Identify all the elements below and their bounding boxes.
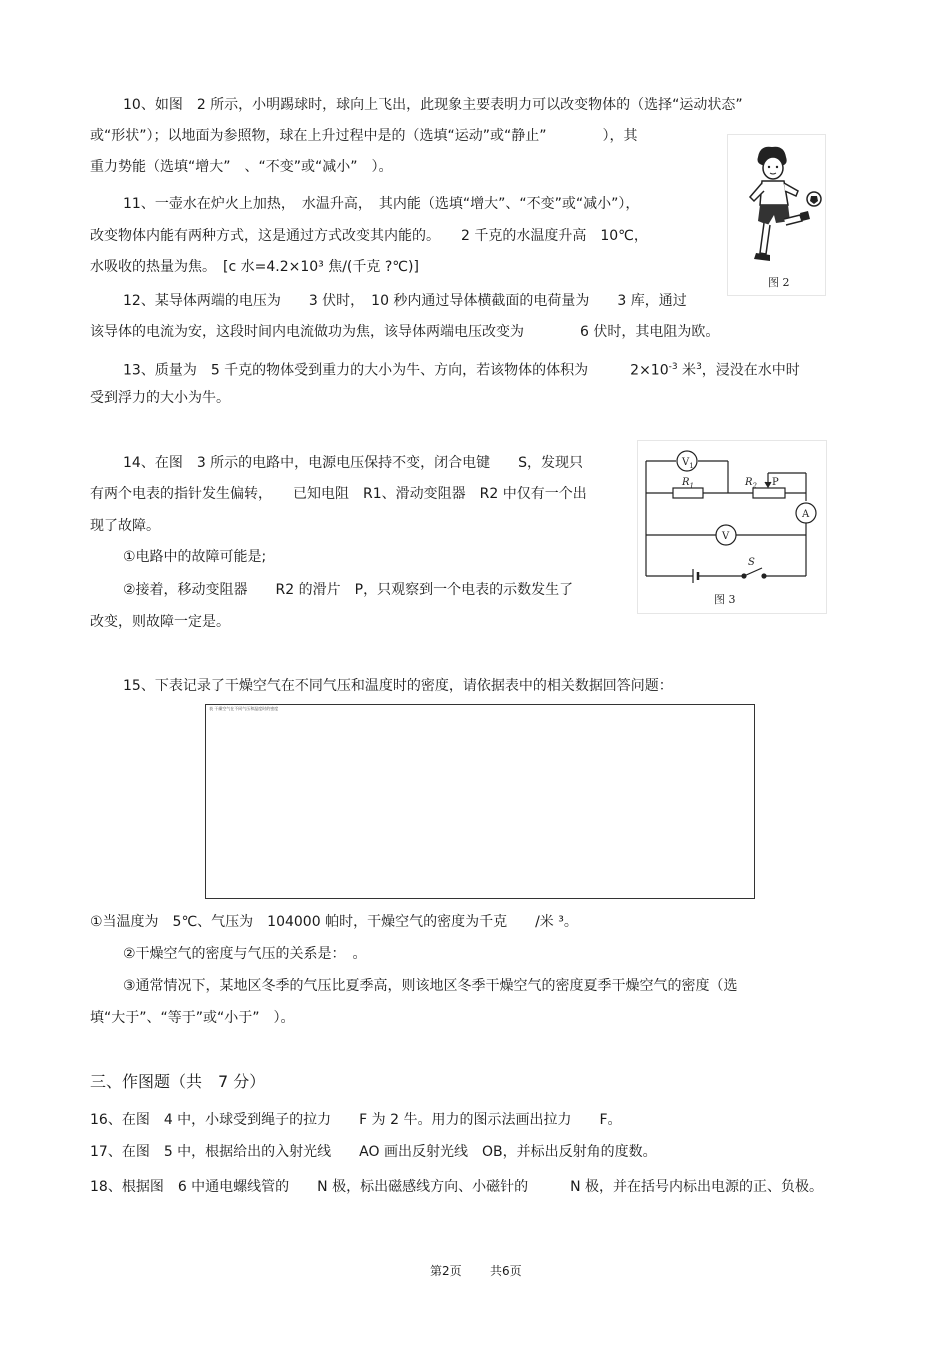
- q12-line2: 该导体的电流为安，这段时间内电流做功为焦，该导体两端电压改变为 6 伏时，其电阻为欧。: [90, 324, 720, 340]
- q15-answer2: ②干燥空气的密度与气压的关系是： 。: [123, 946, 367, 962]
- section-3-title: 三、作图题（共 7 分）: [90, 1072, 266, 1091]
- q15-intro: 15、下表记录了干燥空气在不同气压和温度时的密度，请依据表中的相关数据回答问题：: [123, 678, 673, 694]
- q11-line1: 11、一壶水在炉火上加热， 水温升高， 其内能（选填“增大”、“不变”或“减小”），: [123, 196, 640, 212]
- q14-line1: 14、在图 3 所示的电路中，电源电压保持不变，闭合电键 S，发现只: [123, 455, 584, 471]
- q13-exponent: -3: [668, 362, 678, 372]
- q12-line1: 12、某导体两端的电压为 3 伏时， 10 秒内通过导体横截面的电荷量为 3 库，通过: [123, 293, 687, 309]
- q13-line1-tail: ，浸没在水中时: [701, 362, 800, 379]
- label-r1-sub: 1: [689, 482, 694, 490]
- q14-sub3: 改变，则故障一定是。: [90, 614, 230, 630]
- resistor-r1-icon: [673, 488, 703, 498]
- rheostat-r2-icon: [753, 488, 785, 498]
- q11-line3: 水吸收的热量为焦。 [c 水=4.2×10³ 焦/(千克 ?℃)]: [90, 259, 419, 275]
- figure-3: [637, 440, 827, 614]
- q13-unit: 米: [677, 362, 697, 379]
- data-table: [205, 704, 755, 899]
- circuit-diagram: [638, 441, 826, 613]
- q10-line3: 重力势能（选填“增大” 、“不变”或“减小” ）。: [90, 159, 393, 175]
- q10-line2: 或“形状”）；以地面为参照物，球在上升过程中是的（选填“运动”或“静止” ），其: [90, 128, 638, 144]
- figure-3-caption: 图 3: [714, 593, 736, 606]
- q13-unit-exponent: 3: [696, 362, 702, 372]
- q14-sub2: ②接着，移动变阻器 R2 的滑片 P，只观察到一个电表的示数发生了: [123, 582, 574, 598]
- q14-line2: 有两个电表的指针发生偏转， 已知电阻 R1、滑动变阻器 R2 中仅有一个出: [90, 486, 587, 502]
- q13-line1-text: 13、质量为 5 千克的物体受到重力的大小为牛、方向，若该物体的体积为 2×10: [123, 362, 669, 379]
- q14-sub1: ①电路中的故障可能是;: [123, 549, 267, 565]
- label-s: S: [748, 557, 755, 568]
- label-v1-sub: 1: [689, 462, 694, 470]
- q15-answer3-line2: 填“大于”、“等于”或“小于” ）。: [90, 1010, 295, 1026]
- boy-kicking-ball-illustration: [728, 135, 825, 295]
- page-total: 共6页: [490, 1264, 522, 1278]
- q10-line1: 10、如图 2 所示，小明踢球时，球向上飞出，此现象主要表明力可以改变物体的（选择“运动状态”: [123, 97, 743, 113]
- q14-line3: 现了故障。: [90, 518, 160, 534]
- label-r1: R: [682, 477, 690, 488]
- q15-answer3-line1: ③通常情况下，某地区冬季的气压比夏季高，则该地区冬季干燥空气的密度夏季干燥空气的密度（选: [123, 978, 738, 994]
- q13-line1: [123, 357, 800, 381]
- q16: 16、在图 4 中，小球受到绳子的拉力 F 为 2 牛。用力的图示法画出拉力 F。: [90, 1112, 622, 1128]
- q15-answer1: ①当温度为 5℃、气压为 104000 帕时，干燥空气的密度为千克 /米 ³。: [90, 914, 578, 930]
- figure-2-caption: 图 2: [768, 276, 790, 289]
- label-a: A: [802, 509, 810, 520]
- q18: 18、根据图 6 中通电螺线管的 N 极，标出磁感线方向、小磁针的 N 极，并在括号内标出电源的正、负极。: [90, 1179, 824, 1195]
- svg-text:V1: [681, 457, 694, 470]
- svg-text:R2: [744, 477, 758, 490]
- label-r2: R: [745, 477, 753, 488]
- table-caption: 表 干燥空气在不同气压和温度时的密度: [209, 706, 279, 711]
- page-number: 第2页: [430, 1264, 462, 1278]
- switch-s-icon: [744, 568, 762, 576]
- label-r2-sub: 2: [752, 482, 757, 490]
- label-v1: V: [682, 457, 690, 468]
- q11-line2: 改变物体内能有两种方式，这是通过方式改变其内能的。 2 千克的水温度升高 10℃，: [90, 228, 648, 244]
- q13-line2: 受到浮力的大小为牛。: [90, 390, 230, 406]
- label-p: P: [772, 477, 779, 488]
- q17: 17、在图 5 中，根据给出的入射光线 AO 画出反射光线 OB，并标出反射角的度数。: [90, 1144, 657, 1160]
- figure-2: [727, 134, 826, 296]
- label-v: V: [722, 531, 730, 542]
